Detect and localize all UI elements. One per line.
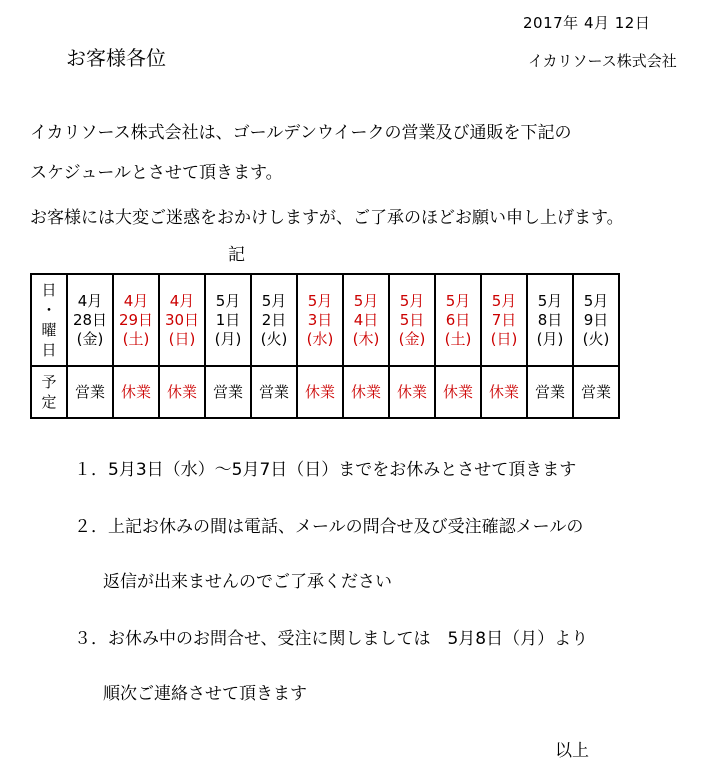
date-cell — [251, 274, 297, 366]
date-cell-weekday: (金) — [76, 329, 104, 348]
plan-row — [31, 366, 619, 418]
date-cell — [343, 274, 389, 366]
date-header-line: 日 — [41, 341, 57, 359]
date-cell-day: 8日 — [537, 310, 563, 329]
date-cell-day: 4日 — [353, 310, 379, 329]
date-cell-day: 3日 — [307, 310, 333, 329]
date-cell-day: 28日 — [72, 310, 108, 329]
status-cell: 営業 — [67, 366, 113, 418]
date-cell-weekday: (月) — [214, 329, 242, 348]
date-header-line: 日 — [41, 281, 57, 299]
date-row — [31, 274, 619, 366]
plan-header-line: 定 — [41, 393, 57, 411]
date-cell — [481, 274, 527, 366]
date-cell-month: 5月 — [399, 291, 425, 310]
status-cell: 営業 — [573, 366, 619, 418]
date-cell-weekday: (金) — [398, 329, 426, 348]
closing-ijo: 以上 — [555, 741, 589, 761]
date-cell-weekday: (火) — [582, 329, 610, 348]
date-cell-weekday: (水) — [306, 329, 334, 348]
note-1: １．5月3日（水）～5月7日（日）までをお休みとさせて頂きます — [74, 460, 577, 480]
note-3-line-1: ３．お休み中のお問合せ、受注に関しましては 5月8日（月）より — [74, 629, 589, 649]
schedule-table — [30, 273, 620, 419]
sender-company: イカリソース株式会社 — [528, 52, 677, 70]
status-cell: 休業 — [159, 366, 205, 418]
note-2-line-1: ２．上記お休みの間は電話、メールの問合せ及び受注確認メールの — [74, 517, 584, 537]
date-cell-day: 7日 — [491, 310, 517, 329]
date-cell-weekday: (土) — [444, 329, 472, 348]
date-cell-weekday: (月) — [536, 329, 564, 348]
date-header-line: ・ — [41, 301, 57, 319]
date-cell — [389, 274, 435, 366]
date-cell-day: 1日 — [215, 310, 241, 329]
status-cell: 休業 — [389, 366, 435, 418]
date-cell — [573, 274, 619, 366]
date-cell-month: 5月 — [583, 291, 609, 310]
note-2-line-2: 返信が出来ませんのでご了承ください — [103, 572, 392, 592]
date-cell-month: 5月 — [261, 291, 287, 310]
status-cell: 営業 — [251, 366, 297, 418]
date-cell-month: 5月 — [537, 291, 563, 310]
ki-marker: 記 — [228, 245, 245, 265]
date-header-line: 曜 — [41, 321, 57, 339]
date-cell-month: 5月 — [491, 291, 517, 310]
body-paragraph-3: お客様には大変ご迷惑をおかけしますが、ご了承のほどお願い申し上げます。 — [30, 208, 624, 228]
greeting-heading: お客様各位 — [66, 46, 166, 70]
status-cell: 休業 — [113, 366, 159, 418]
date-cell-month: 4月 — [123, 291, 149, 310]
plan-header-cell — [31, 366, 67, 418]
status-cell: 休業 — [297, 366, 343, 418]
date-cell-month: 4月 — [77, 291, 103, 310]
body-paragraph-2: スケジュールとさせて頂きます。 — [30, 163, 283, 183]
date-cell-day: 6日 — [445, 310, 471, 329]
date-cell-day: 9日 — [583, 310, 609, 329]
date-cell-month: 5月 — [353, 291, 379, 310]
date-cell — [527, 274, 573, 366]
status-cell: 休業 — [435, 366, 481, 418]
date-cell-weekday: (日) — [168, 329, 196, 348]
status-cell: 営業 — [205, 366, 251, 418]
date-cell-month: 5月 — [307, 291, 333, 310]
date-cell-weekday: (木) — [352, 329, 380, 348]
status-cell: 営業 — [527, 366, 573, 418]
body-paragraph-1: イカリソース株式会社は、ゴールデンウイークの営業及び通販を下記の — [30, 123, 572, 143]
plan-header-line: 予 — [41, 373, 57, 391]
date-cell-weekday: (土) — [122, 329, 150, 348]
date-cell-month: 5月 — [215, 291, 241, 310]
date-cell-day: 29日 — [118, 310, 154, 329]
letter-date: 2017年 4月 12日 — [523, 14, 651, 32]
date-cell — [113, 274, 159, 366]
date-header-cell — [31, 274, 67, 366]
status-cell: 休業 — [343, 366, 389, 418]
date-cell-day: 2日 — [261, 310, 287, 329]
date-cell — [205, 274, 251, 366]
date-cell — [297, 274, 343, 366]
date-cell — [67, 274, 113, 366]
date-cell-weekday: (火) — [260, 329, 288, 348]
date-cell-day: 5日 — [399, 310, 425, 329]
date-cell-weekday: (日) — [490, 329, 518, 348]
date-cell-day: 30日 — [164, 310, 200, 329]
note-3-line-2: 順次ご連絡させて頂きます — [103, 684, 307, 704]
date-cell-month: 4月 — [169, 291, 195, 310]
date-cell — [435, 274, 481, 366]
status-cell: 休業 — [481, 366, 527, 418]
date-cell-month: 5月 — [445, 291, 471, 310]
date-cell — [159, 274, 205, 366]
